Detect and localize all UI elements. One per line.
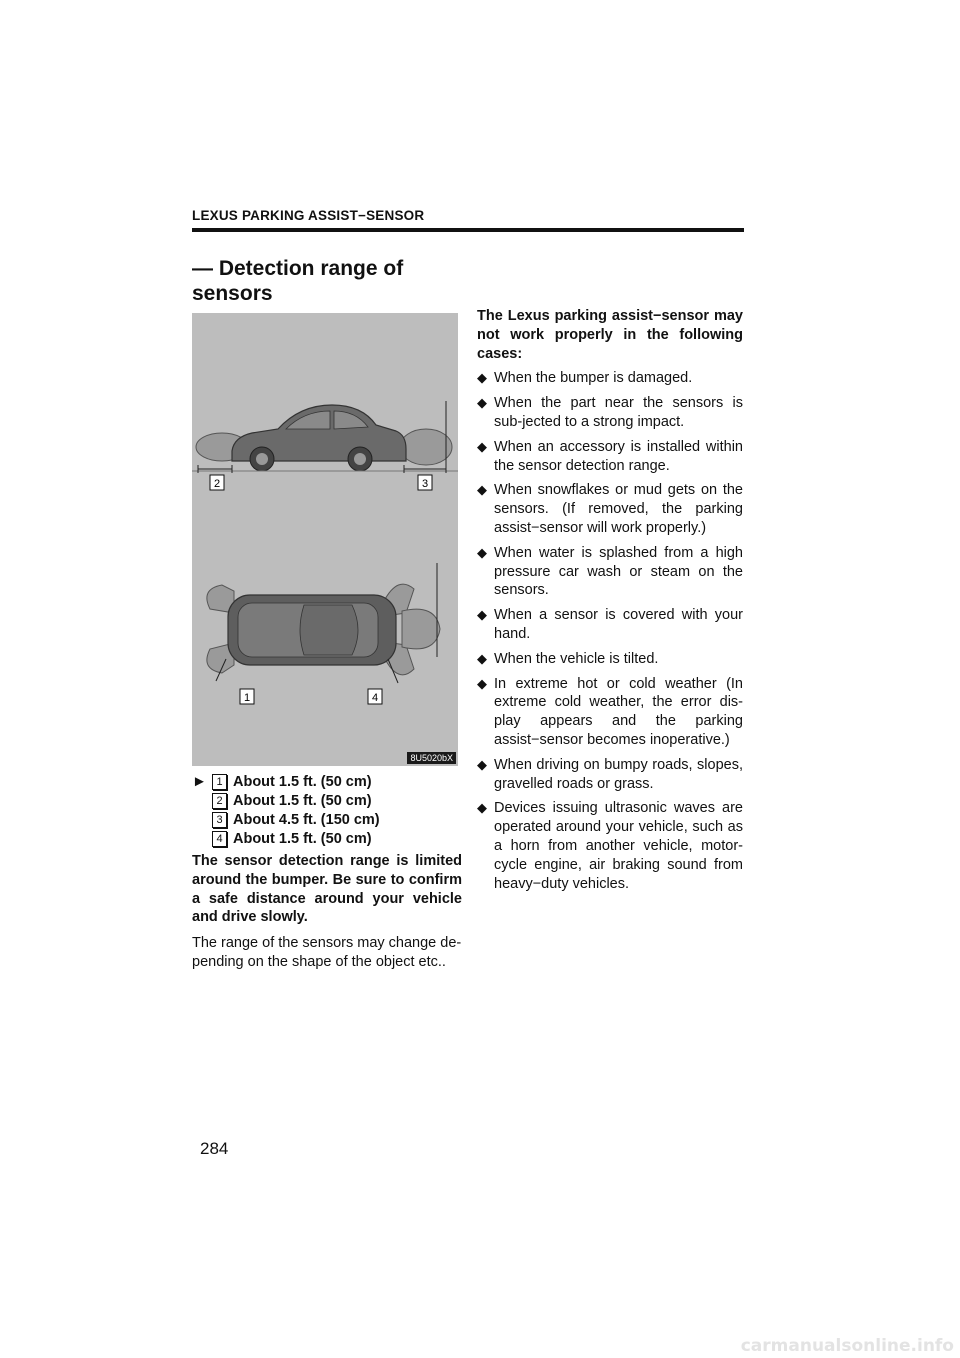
header-rule	[192, 228, 744, 232]
detection-range-warning: The sensor detection range is limited around the bumper. Be sure to confirm a safe distance around your vehicle and drive slowly.	[192, 853, 462, 926]
case-text: When the bumper is damaged.	[494, 370, 693, 387]
legend-number: 1	[212, 774, 227, 790]
diamond-bullet-icon: ◆	[477, 482, 487, 498]
figure-label-1	[240, 689, 254, 704]
right-column	[477, 307, 743, 899]
diamond-bullet-icon: ◆	[477, 370, 487, 386]
car-top-view	[207, 563, 440, 683]
case-bullet	[477, 675, 743, 750]
watermark-text: carmanualsonline.info	[740, 1336, 954, 1356]
diamond-bullet-icon: ◆	[477, 438, 487, 454]
svg-text:2: 2	[213, 478, 221, 490]
case-bullet	[477, 756, 743, 794]
legend-item	[192, 829, 462, 848]
range-legend	[192, 772, 462, 848]
legend-item	[192, 810, 462, 829]
diamond-bullet-icon: ◆	[477, 607, 487, 623]
case-bullet	[477, 369, 743, 388]
legend-number: 4	[212, 831, 227, 847]
diamond-bullet-icon: ◆	[477, 675, 487, 691]
figure-label-3	[418, 475, 432, 490]
case-bullet	[477, 799, 743, 893]
case-text: Devices issuing ultrasonic waves are operated around your vehicle, such as a horn from another vehicle, motor-cycle engine, air braking sound from heavy−duty vehicles.	[494, 800, 743, 892]
case-bullet	[477, 544, 743, 600]
diamond-bullet-icon: ◆	[477, 544, 487, 560]
diamond-bullet-icon: ◆	[477, 650, 487, 666]
svg-text:1: 1	[243, 692, 251, 704]
svg-text:3: 3	[421, 478, 429, 490]
section-title: — Detection range of sensors	[192, 257, 404, 305]
case-text: When the vehicle is tilted.	[494, 650, 659, 667]
case-text: When water is splashed from a high pressure car wash or steam on the sensors.	[494, 544, 743, 599]
diamond-bullet-icon: ◆	[477, 756, 487, 772]
sensor-range-figure	[192, 313, 458, 766]
legend-item	[192, 791, 462, 810]
case-text: In extreme hot or cold weather (In extreme cold weather, the error dis-play appears and the parking assist−sensor becomes inoperative.)	[494, 675, 743, 748]
sensor-range-illustration	[192, 313, 458, 766]
diamond-bullet-icon: ◆	[477, 395, 487, 411]
figure-label-2	[210, 475, 224, 490]
legend-text: About 1.5 ft. (50 cm)	[233, 792, 372, 809]
case-bullet	[477, 650, 743, 669]
svg-text:4: 4	[371, 692, 379, 704]
case-bullet	[477, 394, 743, 432]
case-bullet	[477, 606, 743, 644]
case-text: When driving on bumpy roads, slopes, gravelled roads or grass.	[494, 756, 743, 792]
legend-number: 3	[212, 812, 227, 828]
legend-item	[192, 772, 462, 791]
case-text: When a sensor is covered with your hand.	[494, 607, 743, 642]
diamond-bullet-icon: ◆	[477, 800, 487, 816]
legend-text: About 4.5 ft. (150 cm)	[233, 811, 380, 828]
legend-text: About 1.5 ft. (50 cm)	[233, 773, 372, 790]
case-text: When an accessory is installed within the sensor detection range.	[494, 438, 743, 474]
running-header: LEXUS PARKING ASSIST−SENSOR	[192, 208, 425, 223]
legend-number: 2	[212, 793, 227, 809]
case-bullet	[477, 481, 743, 537]
figure-code: 8U5020bX	[407, 752, 456, 764]
case-text: When the part near the sensors is sub-jected to a strong impact.	[494, 395, 743, 430]
page-number: 284	[200, 1139, 229, 1158]
cases-list	[477, 369, 743, 893]
pointer-arrow-icon: ►	[192, 773, 207, 790]
figure-label-4	[368, 689, 382, 704]
legend-text: About 1.5 ft. (50 cm)	[233, 830, 372, 847]
watermark	[0, 1331, 960, 1358]
car-side-view	[192, 401, 458, 473]
case-text: When snowflakes or mud gets on the sensors. (If removed, the parking assist−sensor will work properly.)	[494, 482, 743, 536]
case-bullet	[477, 438, 743, 476]
cases-intro: The Lexus parking assist−sensor may not work properly in the following cases:	[477, 308, 743, 362]
range-note: The range of the sensors may change de-pending on the shape of the object etc..	[192, 935, 462, 970]
